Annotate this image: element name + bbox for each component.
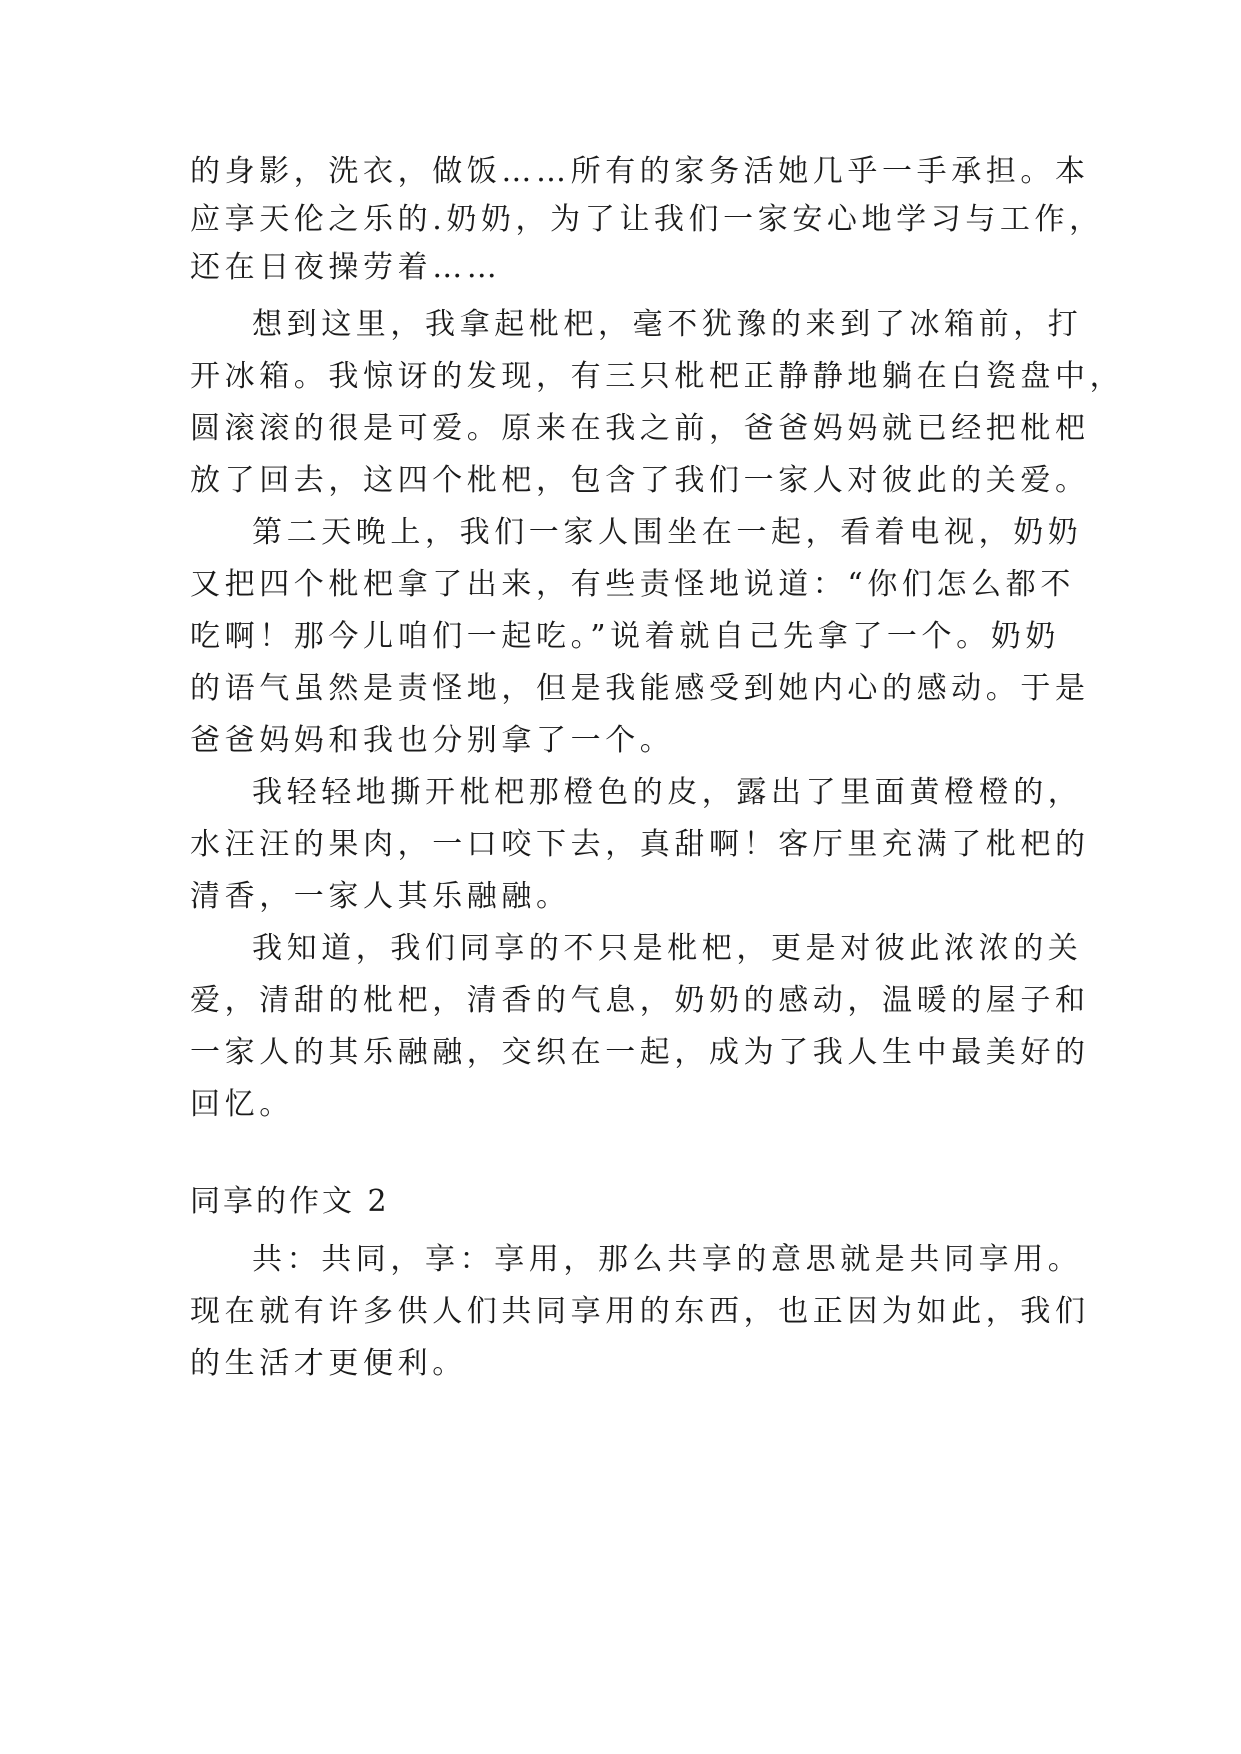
body-text-line: 共：共同，享：享用，那么共享的意思就是共同享用。 bbox=[252, 1242, 1083, 1277]
section-heading: 同享的作文 2 bbox=[190, 1184, 390, 1219]
body-text-line: 一家人的其乐融融，交织在一起，成为了我人生中最美好的 bbox=[190, 1035, 1090, 1070]
body-text-line: 现在就有许多供人们共同享用的东西，也正因为如此，我们 bbox=[190, 1294, 1090, 1329]
body-text-line: 我轻轻地撕开枇杷那橙色的皮，露出了里面黄橙橙的， bbox=[252, 775, 1083, 810]
body-text-line: 我知道，我们同享的不只是枇杷，更是对彼此浓浓的关 bbox=[252, 931, 1083, 966]
body-text-line: 开冰箱。我惊讶的发现，有三只枇杷正静静地躺在白瓷盘中， bbox=[190, 359, 1125, 394]
body-text-line: 水汪汪的果肉，一口咬下去，真甜啊！客厅里充满了枇杷的 bbox=[190, 827, 1090, 862]
body-text-line: 应享天伦之乐的.奶奶，为了让我们一家安心地学习与工作， bbox=[190, 202, 1104, 237]
body-text-line: 回忆。 bbox=[190, 1087, 294, 1122]
body-text-line: 爱，清甜的枇杷，清香的气息，奶奶的感动，温暖的屋子和 bbox=[190, 983, 1090, 1018]
body-text-line: 想到这里，我拿起枇杷，毫不犹豫的来到了冰箱前，打 bbox=[252, 307, 1083, 342]
body-text-line: 的身影，洗衣，做饭……所有的家务活她几乎一手承担。本 bbox=[190, 154, 1090, 189]
body-text-line: 第二天晚上，我们一家人围坐在一起，看着电视，奶奶 bbox=[252, 515, 1083, 550]
body-text-line: 又把四个枇杷拿了出来，有些责怪地说道：“你们怎么都不 bbox=[190, 567, 1075, 602]
body-text-line: 的语气虽然是责怪地，但是我能感受到她内心的感动。于是 bbox=[190, 671, 1090, 706]
body-text-line: 圆滚滚的很是可爱。原来在我之前，爸爸妈妈就已经把枇杷 bbox=[190, 411, 1090, 446]
body-text-line: 吃啊！那今儿咱们一起吃。”说着就自己先拿了一个。奶奶 bbox=[190, 619, 1060, 654]
body-text-line: 爸爸妈妈和我也分别拿了一个。 bbox=[190, 723, 675, 758]
body-text-line: 放了回去，这四个枇杷，包含了我们一家人对彼此的关爱。 bbox=[190, 463, 1090, 498]
body-text-line: 清香，一家人其乐融融。 bbox=[190, 879, 571, 914]
body-text-line: 还在日夜操劳着…… bbox=[190, 250, 502, 285]
body-text-line: 的生活才更便利。 bbox=[190, 1346, 467, 1381]
